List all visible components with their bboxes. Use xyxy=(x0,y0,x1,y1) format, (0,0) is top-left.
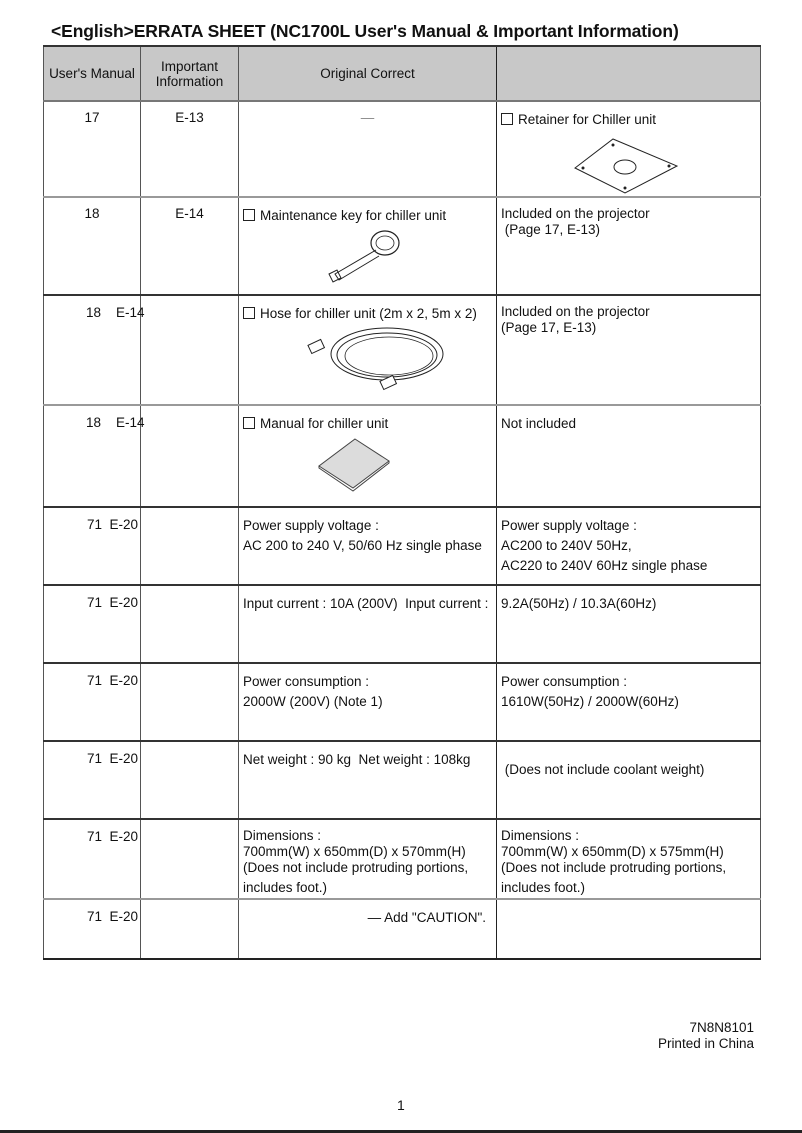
table-row xyxy=(44,295,761,405)
printed-in: Printed in China xyxy=(657,1036,754,1051)
maintenance-key-icon xyxy=(321,226,411,286)
table-row xyxy=(44,741,761,819)
info-cell xyxy=(141,899,239,959)
checkbox-icon xyxy=(501,113,513,125)
original-cell: Power supply voltage : AC 200 to 240 V, 50/60 Hz single phase xyxy=(239,507,497,585)
checkbox-icon xyxy=(243,209,255,221)
table-row xyxy=(44,819,761,899)
correct-cell: Power supply voltage : AC200 to 240V 50Hz, AC220 to 240V 60Hz single phase xyxy=(497,507,761,585)
checkbox-icon xyxy=(243,307,255,319)
table-row xyxy=(44,899,761,959)
page-info-cell: 71 E-20 xyxy=(44,819,141,899)
errata-table xyxy=(43,45,761,960)
page-info-cell: 71 E-20 xyxy=(44,899,141,959)
page-info-cell: 18 E-14 xyxy=(44,295,141,405)
info-cell xyxy=(141,295,239,405)
original-cell: Hose for chiller unit (2m x 2, 5m x 2) xyxy=(239,295,497,405)
info-cell: E-14 xyxy=(141,197,239,295)
manual-booklet-icon xyxy=(317,436,417,496)
page-cell: 18 xyxy=(44,197,141,295)
correct-cell: Included on the projector (Page 17, E-13) xyxy=(497,295,761,405)
correct-cell: (Does not include coolant weight) xyxy=(497,741,761,819)
document-code: 7N8N8101 xyxy=(689,1020,754,1035)
info-cell xyxy=(141,663,239,741)
page-info-cell: 71 E-20 xyxy=(44,663,141,741)
header-important-information: Important Information xyxy=(141,46,239,101)
info-cell xyxy=(141,507,239,585)
header-original-correct: Original Correct xyxy=(239,46,497,101)
table-row xyxy=(44,507,761,585)
original-cell: Input current : 10A (200V) Input current : xyxy=(239,585,497,663)
table-row xyxy=(44,101,761,197)
dash: — xyxy=(360,110,375,125)
table-row xyxy=(44,585,761,663)
info-cell xyxy=(141,585,239,663)
document-title: <English>ERRATA SHEET (NC1700L User's Manual & Important Information) xyxy=(51,21,679,41)
info-cell xyxy=(141,405,239,507)
retainer-plate-icon xyxy=(567,136,707,196)
original-cell: Maintenance key for chiller unit xyxy=(239,197,497,295)
checkbox-icon xyxy=(243,417,255,429)
info-cell xyxy=(141,741,239,819)
original-cell: Dimensions : 700mm(W) x 650mm(D) x 570mm(H) (Does not include protruding portions, includes foot.) xyxy=(239,819,497,899)
header-blank xyxy=(497,46,761,101)
correct-cell xyxy=(497,899,761,959)
original-cell: Manual for chiller unit xyxy=(239,405,497,507)
page-info-cell: 18 E-14 xyxy=(44,405,141,507)
original-cell: Net weight : 90 kg Net weight : 108kg xyxy=(239,741,497,819)
footer-code-block xyxy=(658,1020,754,1052)
hose-icon xyxy=(299,324,449,394)
info-cell: E-13 xyxy=(141,101,239,197)
correct-cell: Not included xyxy=(497,405,761,507)
correct-cell: Retainer for Chiller unit xyxy=(497,101,761,197)
page-cell: 17 xyxy=(44,101,141,197)
page-number: 1 xyxy=(397,1097,405,1113)
table-row xyxy=(44,663,761,741)
original-cell xyxy=(239,101,497,197)
correct-cell: Power consumption : 1610W(50Hz) / 2000W(60Hz) xyxy=(497,663,761,741)
original-cell: — Add "CAUTION". xyxy=(239,899,497,959)
original-cell: Power consumption : 2000W (200V) (Note 1) xyxy=(239,663,497,741)
table-row xyxy=(44,197,761,295)
header-users-manual: User's Manual xyxy=(44,46,141,101)
page-info-cell: 71 E-20 xyxy=(44,507,141,585)
page-info-cell: 71 E-20 xyxy=(44,741,141,819)
correct-cell: Included on the projector (Page 17, E-13) xyxy=(497,197,761,295)
page-info-cell: 71 E-20 xyxy=(44,585,141,663)
info-cell xyxy=(141,819,239,899)
correct-cell: Dimensions : 700mm(W) x 650mm(D) x 575mm(H) (Does not include protruding portions, includes foot.) xyxy=(497,819,761,899)
correct-cell: 9.2A(50Hz) / 10.3A(60Hz) xyxy=(497,585,761,663)
table-row xyxy=(44,405,761,507)
table-header-row xyxy=(44,46,761,101)
